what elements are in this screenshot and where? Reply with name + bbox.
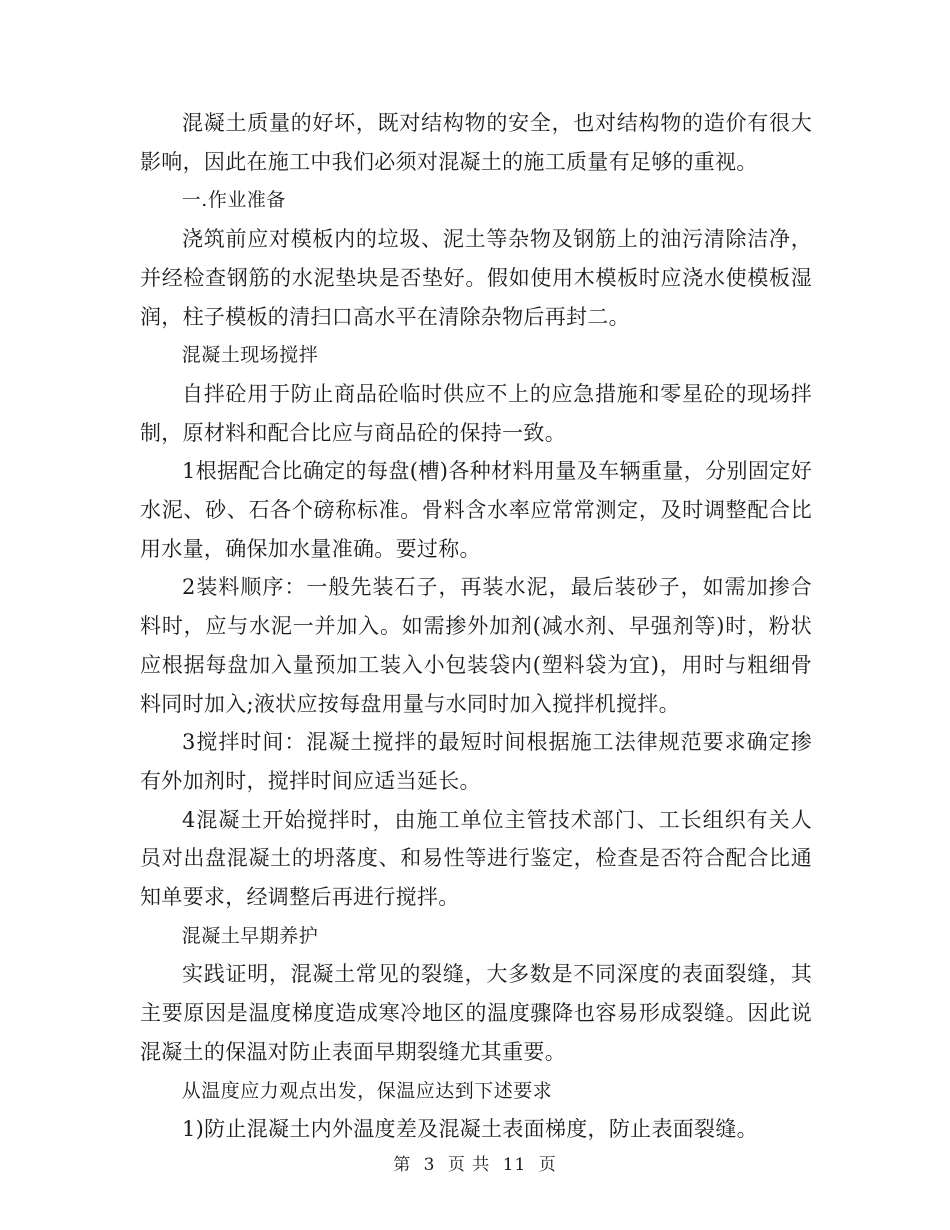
paragraph-self-mixing: 自拌砼用于防止商品砼临时供应不上的应急措施和零星砼的现场拌制，原材料和配合比应与商品砼的保持一致。 (140, 381, 812, 445)
paragraph-step-3: 3搅拌时间：混凝土搅拌的最短时间根据施工法律规范要求确定掺有外加剂时，搅拌时间应适当延长。 (140, 730, 812, 793)
page-footer (0, 1150, 950, 1175)
footer-total-pages: 11 (502, 1155, 527, 1175)
heading-onsite-mixing: 混凝土现场搅拌 (181, 344, 319, 367)
document-body (140, 104, 812, 1149)
paragraph-step-4: 4混凝土开始搅拌时，由施工单位主管技术部门、工长组织有关人员对出盘混凝土的坍落度、和易性等进行鉴定，检查是否符合配合比通知单要求，经调整后再进行搅拌。 (140, 807, 812, 910)
footer-prefix: 第 (393, 1155, 412, 1175)
paragraph-formwork-cleaning: 浇筑前应对模板内的垃圾、泥土等杂物及钢筋上的油污清除洁净，并经检查钢筋的水泥垫块是否垫好。假如使用木模板时应浇水使模板湿润，柱子模板的清扫口高水平在清除杂物后再封二。 (140, 227, 812, 329)
footer-suffix: 页 (538, 1155, 557, 1175)
paragraph-requirement-1: 1)防止混凝土内外温度差及混凝土表面梯度，防止表面裂缝。 (182, 1117, 758, 1142)
heading-work-preparation: 一.作业准备 (181, 189, 286, 212)
paragraph-step-1: 1根据配合比确定的每盘(槽)各种材料用量及车辆重量，分别固定好水泥、砂、石各个磅称标准。骨料含水率应常常测定，及时调整配合比用水量，确保加水量准确。要过称。 (140, 459, 812, 561)
paragraph-intro: 混凝土质量的好坏，既对结构物的安全，也对结构物的造价有很大影响，因此在施工中我们必须对混凝土的施工质量有足够的重视。 (140, 111, 812, 174)
heading-insulation-requirements: 从温度应力观点出发，保温应达到下述要求 (181, 1079, 553, 1102)
paragraph-step-2: 2装料顺序：一般先装石子，再装水泥，最后装砂子，如需加掺合料时，应与水泥一并加入。如需掺外加剂(减水剂、早强剂等)时，粉状应根据每盘加入量预加工装入小包装袋内(塑料袋为宜)，用时与粗细骨料同时加入;液状应按每盘用量与水同时加入搅拌机搅拌。 (140, 575, 812, 716)
footer-page-number: 3 (423, 1155, 436, 1175)
paragraph-cracks: 实践证明，混凝土常见的裂缝，大多数是不同深度的表面裂缝，其主要原因是温度梯度造成寒冷地区的温度骤降也容易形成裂缝。因此说混凝土的保温对防止表面早期裂缝尤其重要。 (140, 962, 812, 1064)
footer-middle: 页 共 (447, 1155, 491, 1175)
heading-early-curing: 混凝土早期养护 (181, 924, 319, 947)
